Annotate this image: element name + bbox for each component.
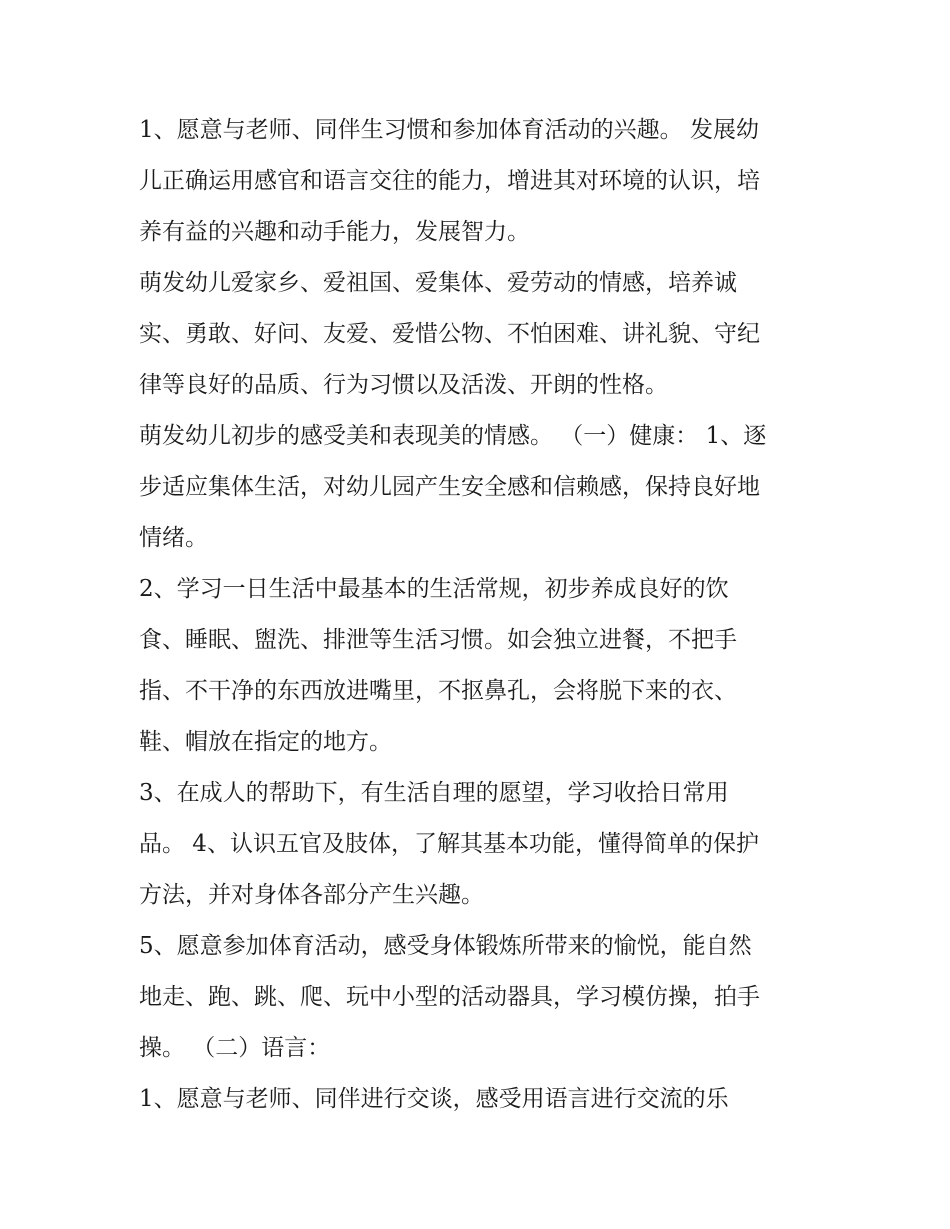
paragraph-5 — [139, 773, 819, 926]
paragraph-1 — [139, 110, 819, 263]
text-line: 食、睡眠、盥洗、排泄等生活习惯。如会独立进餐，不把手 — [139, 627, 737, 653]
text-line: 实、勇敢、好问、友爱、爱惜公物、不怕困难、讲礼貌、守纪 — [139, 321, 760, 347]
text-line: 1、愿意与老师、同伴生习惯和参加体育活动的兴趣。 发展幼 — [139, 117, 759, 143]
paragraph-3 — [139, 416, 819, 569]
text-line: 律等良好的品质、行为习惯以及活泼、开朗的性格。 — [139, 372, 668, 398]
text-line: 2、学习一日生活中最基本的生活常规，初步养成良好的饮 — [139, 576, 729, 602]
paragraph-2 — [139, 263, 819, 416]
text-line: 指、不干净的东西放进嘴里，不抠鼻孔，会将脱下来的衣、 — [139, 678, 737, 704]
paragraph-7 — [139, 1079, 819, 1130]
text-line: 情绪。 — [139, 525, 208, 551]
text-line: 步适应集体生活，对幼儿园产生安全感和信赖感，保持良好地 — [139, 474, 760, 500]
text-line: 5、愿意参加体育活动，感受身体锻炼所带来的愉悦，能自然 — [139, 933, 752, 959]
paragraph-6 — [139, 926, 819, 1079]
text-line: 品。 4、认识五官及肢体，了解其基本功能，懂得简单的保护 — [139, 831, 759, 857]
text-line: 萌发幼儿爱家乡、爱祖国、爱集体、爱劳动的情感，培养诚 — [139, 270, 737, 296]
paragraph-4 — [139, 569, 819, 773]
text-line: 萌发幼儿初步的感受美和表现美的情感。 （一）健康： 1、逐 — [139, 423, 767, 449]
text-line: 鞋、帽放在指定的地方。 — [139, 729, 392, 755]
text-line: 操。 （二）语言： — [139, 1035, 331, 1061]
text-line: 3、在成人的帮助下，有生活自理的愿望，学习收拾日常用 — [139, 780, 729, 806]
text-line: 地走、跑、跳、爬、玩中小型的活动器具，学习模仿操，拍手 — [139, 984, 760, 1010]
text-line: 养有益的兴趣和动手能力，发展智力。 — [139, 219, 530, 245]
text-line: 方法，并对身体各部分产生兴趣。 — [139, 882, 484, 908]
text-line: 1、愿意与老师、同伴进行交谈，感受用语言进行交流的乐 — [139, 1086, 729, 1112]
document-body — [139, 110, 819, 1130]
text-line: 儿正确运用感官和语言交往的能力，增进其对环境的认识，培 — [139, 168, 760, 194]
